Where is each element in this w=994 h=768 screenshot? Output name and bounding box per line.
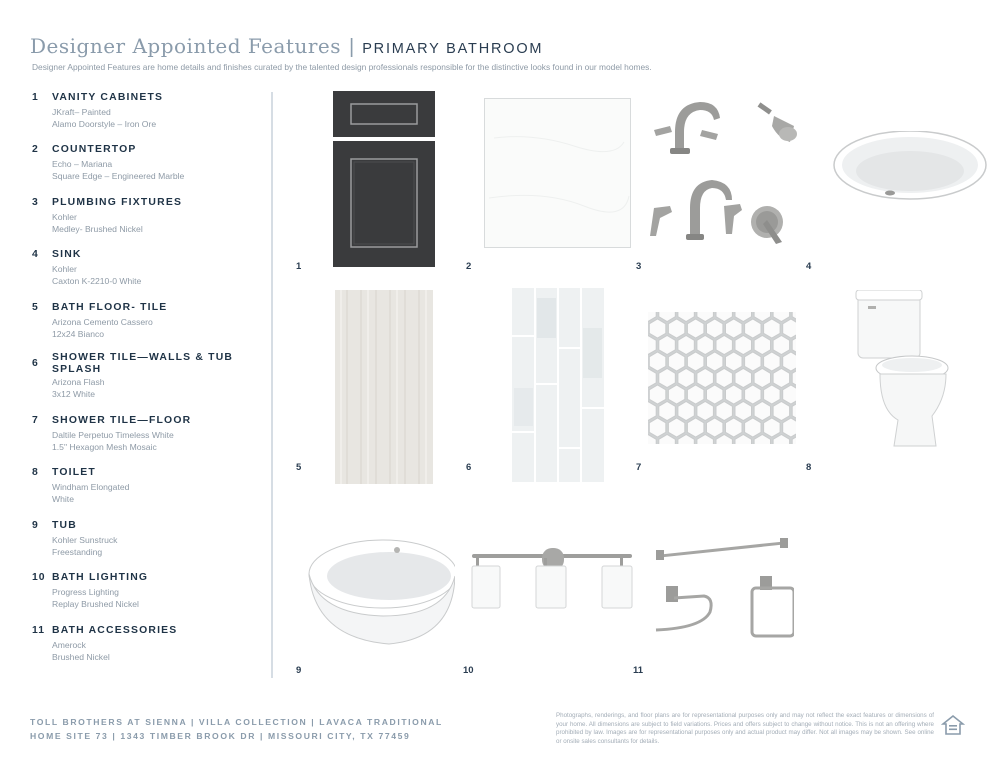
hexagon-tile	[773, 336, 790, 355]
shower-wall-tile-image	[512, 288, 604, 482]
page-subtitle: Designer Appointed Features are home details and finishes curated by the talented design professionals responsible for the distinctive looks found in our model homes.	[32, 62, 652, 72]
feature-title: SHOWER TILE—WALLS & TUB SPLASH	[52, 352, 234, 375]
feature-detail: Alamo Doorstyle – Iron Ore	[52, 119, 157, 129]
footer-homesite-line: HOME SITE 73 | 1343 TIMBER BROOK DR | MISSOURI CITY, TX 77459	[30, 731, 411, 741]
feature-detail: Caxton K-2210-0 White	[52, 276, 142, 286]
hexagon-tile	[649, 352, 666, 371]
feature-detail: Freestanding	[52, 547, 103, 557]
hexagon-tile	[716, 402, 732, 421]
feature-number: 5	[32, 302, 39, 313]
image-number: 4	[806, 261, 812, 272]
hexagon-tile	[726, 319, 743, 338]
hexagon-tile	[745, 418, 761, 437]
hexagon-tile	[697, 336, 714, 355]
feature-title: VANITY CABINETS	[52, 92, 164, 103]
feature-detail: Progress Lighting	[52, 587, 119, 597]
hexagon-tile	[764, 385, 781, 404]
hexagon-tile	[754, 402, 770, 421]
hexagon-tile	[678, 369, 694, 388]
feature-detail: 12x24 Bianco	[52, 329, 105, 339]
feature-detail: Echo – Mariana	[52, 159, 113, 169]
feature-detail: Kohler Sunstruck	[52, 535, 118, 545]
feature-number: 9	[32, 520, 39, 531]
hexagon-tile	[726, 352, 743, 371]
sink-image	[832, 131, 988, 203]
feature-detail: Windham Elongated	[52, 482, 130, 492]
feature-detail: JKraft– Painted	[52, 107, 111, 117]
hexagon-tile	[735, 369, 752, 388]
feature-number: 10	[32, 572, 46, 583]
feature-detail: White	[52, 494, 74, 504]
hexagon-tile	[745, 385, 761, 404]
hexagon-tile	[697, 369, 714, 388]
feature-title: PLUMBING FIXTURES	[52, 197, 183, 208]
feature-detail: Square Edge – Engineered Marble	[52, 171, 185, 181]
image-number: 8	[806, 462, 812, 473]
feature-title: BATH LIGHTING	[52, 572, 149, 583]
hexagon-tile	[764, 319, 781, 338]
tub-image	[305, 520, 455, 648]
image-number: 1	[296, 261, 302, 272]
hexagon-tile	[697, 402, 714, 421]
hexagon-tile	[716, 369, 732, 388]
feature-detail: Daltile Perpetuo Timeless White	[52, 430, 174, 440]
hexagon-tile	[707, 385, 723, 404]
bath-accessories-image	[652, 532, 794, 640]
cabinet-door-image	[333, 91, 435, 267]
feature-number: 8	[32, 467, 39, 478]
floor-tile-image	[335, 290, 433, 484]
footer-disclaimer: Photographs, renderings, and floor plans are for representational purposes only and may not reflect the exact features or dimensions of your home. All dimensions are subject to field variations. Prices and offers subject to change without notice. This is not an offering where prohibited by law. Images are for representational purposes only and actual product may differ. Not all images may be shown. See online or onsite sales consultants for details.	[556, 712, 934, 745]
footer-community-line: TOLL BROTHERS AT SIENNA | VILLA COLLECTION | LAVACA TRADITIONAL	[30, 717, 443, 727]
hexagon-tile	[735, 336, 752, 355]
feature-detail: 3x12 White	[52, 389, 95, 399]
feature-detail: Kohler	[52, 264, 77, 274]
feature-detail: Arizona Flash	[52, 377, 105, 387]
feature-title: BATH FLOOR- TILE	[52, 302, 168, 313]
image-number: 2	[466, 261, 472, 272]
hexagon-tile	[745, 352, 761, 371]
hexagon-tile	[649, 319, 666, 338]
hexagon-tile	[707, 319, 723, 338]
page-header	[30, 34, 543, 59]
hexagon-tile	[726, 385, 743, 404]
hexagon-tile	[678, 336, 694, 355]
hexagon-tile	[773, 402, 790, 421]
hexagon-tile	[726, 418, 743, 437]
hexagon-mosaic-image	[648, 312, 796, 444]
feature-detail: Arizona Cemento Cassero	[52, 317, 153, 327]
hexagon-tile	[687, 385, 704, 404]
section-title: PRIMARY BATHROOM	[362, 41, 544, 57]
hexagon-tile	[668, 319, 684, 338]
feature-title: SHOWER TILE—FLOOR	[52, 415, 192, 426]
feature-title: TOILET	[52, 467, 96, 478]
hexagon-tile	[707, 418, 723, 437]
image-number: 10	[463, 665, 474, 676]
feature-number: 7	[32, 415, 39, 426]
feature-title: COUNTERTOP	[52, 144, 137, 155]
feature-title: BATH ACCESSORIES	[52, 625, 178, 636]
hexagon-tile	[687, 319, 704, 338]
feature-number: 3	[32, 197, 39, 208]
hexagon-tile	[668, 418, 684, 437]
feature-number: 2	[32, 144, 39, 155]
equal-housing-icon	[941, 714, 965, 736]
feature-title: SINK	[52, 249, 82, 260]
image-number: 9	[296, 665, 302, 676]
image-number: 6	[466, 462, 472, 473]
image-number: 3	[636, 261, 642, 272]
hexagon-tile	[659, 402, 676, 421]
image-number: 5	[296, 462, 302, 473]
hexagon-tile	[668, 385, 684, 404]
hexagon-tile	[668, 352, 684, 371]
feature-number: 4	[32, 249, 39, 260]
footer-address	[30, 715, 443, 743]
hexagon-tile	[773, 369, 790, 388]
title-separator: |	[349, 36, 355, 58]
hexagon-tile	[687, 418, 704, 437]
vertical-divider	[271, 92, 273, 678]
feature-detail: 1.5" Hexagon Mesh Mosaic	[52, 442, 157, 452]
feature-number: 1	[32, 92, 39, 103]
countertop-image	[484, 98, 631, 248]
feature-detail: Kohler	[52, 212, 77, 222]
feature-detail: Replay Brushed Nickel	[52, 599, 139, 609]
hexagon-tile	[649, 385, 666, 404]
hexagon-tile	[707, 352, 723, 371]
hexagon-tile	[659, 369, 676, 388]
bath-light-image	[470, 546, 634, 612]
hexagon-tile	[745, 319, 761, 338]
hexagon-tile	[735, 402, 752, 421]
feature-detail: Amerock	[52, 640, 86, 650]
feature-title: TUB	[52, 520, 77, 531]
page-title: Designer Appointed Features	[30, 34, 341, 58]
plumbing-fixtures-image	[650, 96, 805, 246]
hexagon-tile	[754, 336, 770, 355]
feature-detail: Medley- Brushed Nickel	[52, 224, 143, 234]
hexagon-tile	[764, 352, 781, 371]
feature-detail: Brushed Nickel	[52, 652, 110, 662]
image-number: 11	[633, 665, 644, 676]
feature-number: 6	[32, 358, 39, 369]
image-number: 7	[636, 462, 642, 473]
hexagon-tile	[659, 336, 676, 355]
hexagon-tile	[754, 369, 770, 388]
hexagon-tile	[687, 352, 704, 371]
hexagon-tile	[649, 418, 666, 437]
hexagon-tile	[716, 336, 732, 355]
feature-number: 11	[32, 625, 45, 636]
hexagon-tile	[678, 402, 694, 421]
toilet-image	[854, 290, 950, 450]
hexagon-tile	[764, 418, 781, 437]
